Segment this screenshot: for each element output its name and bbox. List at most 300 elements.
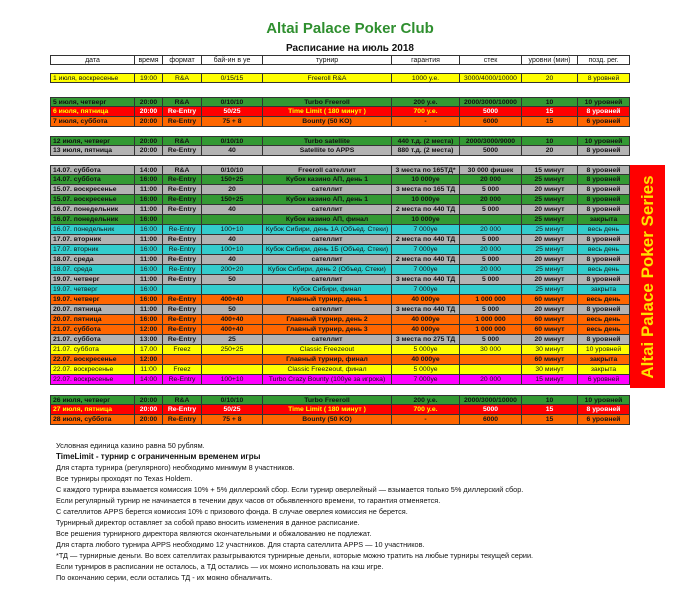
cell-stack: 5000 <box>460 405 522 415</box>
cell-date: 6 июля, пятница <box>50 107 135 117</box>
cell-buyin: 40 <box>202 205 263 215</box>
cell-format <box>163 215 202 225</box>
cell-buyin: 250+25 <box>202 345 263 355</box>
cell-format: Re-Entry <box>163 255 202 265</box>
cell-late-reg: 8 уровней <box>578 107 630 117</box>
cell-tournament: Freeroll R&A <box>263 73 392 83</box>
cell-buyin <box>202 355 263 365</box>
note-line: Для старта турнира (регулярного) необходимо минимум 8 участников. <box>56 463 295 472</box>
cell-format: Re-Entry <box>163 195 202 205</box>
cell-time: 20:00 <box>135 136 163 146</box>
cell-time: 20:00 <box>135 97 163 107</box>
cell-stack: 2000/3000/10000 <box>460 97 522 107</box>
cell-stack: 30 000 <box>460 345 522 355</box>
cell-date: 18.07. среда <box>50 265 135 275</box>
cell-levels: 10 <box>522 97 578 107</box>
cell-tournament: Главный турнир, день 1 <box>263 295 392 305</box>
cell-date: 14.07. суббота <box>50 165 135 175</box>
cell-buyin: 0/10/10 <box>202 165 263 175</box>
cell-buyin: 25 <box>202 335 263 345</box>
cell-tournament: Time Limit ( 180 минут ) <box>263 405 392 415</box>
cell-format: Re-Entry <box>163 315 202 325</box>
column-header-late-reg: позд. рег. <box>578 55 630 65</box>
cell-late-reg: 10 уровней <box>578 97 630 107</box>
cell-late-reg: весь день <box>578 295 630 305</box>
cell-time: 16:00 <box>135 225 163 235</box>
cell-date: 22.07. воскресенье <box>50 375 135 385</box>
cell-time: 16:00 <box>135 285 163 295</box>
cell-levels: 20 минут <box>522 185 578 195</box>
cell-levels: 20 минут <box>522 335 578 345</box>
cell-date: 21.07. суббота <box>50 335 135 345</box>
column-header-tournament: турнир <box>263 55 392 65</box>
cell-levels: 30 минут <box>522 345 578 355</box>
cell-format: Re-Entry <box>163 275 202 285</box>
cell-buyin: 40 <box>202 255 263 265</box>
cell-levels: 60 минут <box>522 315 578 325</box>
cell-stack: 5 000 <box>460 335 522 345</box>
cell-time: 16:00 <box>135 295 163 305</box>
cell-tournament: Turbo Freeroll <box>263 97 392 107</box>
cell-stack: 5 000 <box>460 235 522 245</box>
club-title: Altai Palace Poker Club <box>266 20 434 37</box>
cell-late-reg: весь день <box>578 225 630 235</box>
cell-levels: 60 минут <box>522 325 578 335</box>
cell-levels: 20 минут <box>522 235 578 245</box>
cell-buyin: 50 <box>202 275 263 285</box>
cell-date: 1 июля, воскресенье <box>50 73 135 83</box>
cell-guarantee: 40 000уе <box>392 325 460 335</box>
cell-late-reg: весь день <box>578 325 630 335</box>
note-timelimit-heading: TimeLimit - турнир с ограниченным временем игры <box>56 452 261 461</box>
cell-levels: 10 <box>522 136 578 146</box>
cell-time: 11:00 <box>135 185 163 195</box>
cell-tournament: сателлит <box>263 235 392 245</box>
cell-buyin <box>202 285 263 295</box>
cell-late-reg: 6 уровней <box>578 415 630 425</box>
cell-date: 18.07. среда <box>50 255 135 265</box>
cell-time: 20:00 <box>135 146 163 156</box>
cell-buyin: 100+10 <box>202 375 263 385</box>
cell-stack: 1 000 000 <box>460 325 522 335</box>
cell-format: Re-Entry <box>163 205 202 215</box>
cell-tournament: Classic Freezeout, финал <box>263 365 392 375</box>
column-header-levels: уровни (мин) <box>522 55 578 65</box>
cell-format: R&A <box>163 73 202 83</box>
cell-buyin: 200+20 <box>202 265 263 275</box>
note-line: Все решения турнирного директора являются окончательными и обжалованию не подлежат. <box>56 529 372 538</box>
cell-stack: 20 000 <box>460 265 522 275</box>
cell-guarantee: 880 т.д. (2 места) <box>392 146 460 156</box>
cell-guarantee: - <box>392 117 460 127</box>
cell-levels: 20 минут <box>522 305 578 315</box>
cell-stack: 3000/4000/10000 <box>460 73 522 83</box>
cell-guarantee: 440 т.д. (2 места) <box>392 136 460 146</box>
cell-guarantee: 2 места по 440 ТД <box>392 235 460 245</box>
cell-guarantee: 2 места по 440 ТД <box>392 205 460 215</box>
cell-levels: 25 минут <box>522 215 578 225</box>
note-line: С сателлитов APPS берется комиссия 10% с призового фонда. В случае оверлея комиссия не берется. <box>56 507 408 516</box>
cell-time: 16:00 <box>135 195 163 205</box>
notes-section <box>56 440 696 583</box>
cell-format: Re-Entry <box>163 335 202 345</box>
cell-date: 19.07. четверг <box>50 295 135 305</box>
cell-time: 19:00 <box>135 73 163 83</box>
cell-late-reg: 8 уровней <box>578 335 630 345</box>
cell-late-reg: закрыта <box>578 365 630 375</box>
cell-levels: 15 <box>522 415 578 425</box>
cell-time: 14:00 <box>135 165 163 175</box>
cell-stack: 5 000 <box>460 255 522 265</box>
cell-tournament: Кубок казино АП, день 1 <box>263 175 392 185</box>
cell-stack: 20 000 <box>460 195 522 205</box>
series-side-banner <box>630 165 665 388</box>
cell-date: 19.07. четверг <box>50 275 135 285</box>
cell-format: Re-Entry <box>163 235 202 245</box>
cell-time: 11:00 <box>135 205 163 215</box>
cell-tournament: Главный турнир, финал <box>263 355 392 365</box>
cell-stack: 1 000 000 <box>460 315 522 325</box>
cell-levels: 15 <box>522 107 578 117</box>
cell-guarantee: 7 000уе <box>392 375 460 385</box>
cell-date: 19.07. четверг <box>50 285 135 295</box>
cell-buyin <box>202 365 263 375</box>
cell-format: Re-Entry <box>163 295 202 305</box>
cell-tournament: Bounty (50 KO) <box>263 415 392 425</box>
cell-date: 27 июля, пятница <box>50 405 135 415</box>
cell-time: 16:00 <box>135 175 163 185</box>
cell-buyin: 40 <box>202 235 263 245</box>
cell-tournament: сателлит <box>263 335 392 345</box>
cell-guarantee: 3 места по 440 ТД <box>392 305 460 315</box>
cell-tournament: Turbo satellite <box>263 136 392 146</box>
cell-time: 16:00 <box>135 315 163 325</box>
cell-late-reg: закрыта <box>578 215 630 225</box>
cell-date: 5 июля, четверг <box>50 97 135 107</box>
cell-buyin: 400+40 <box>202 315 263 325</box>
cell-date: 21.07. суббота <box>50 325 135 335</box>
cell-date: 16.07. понедельник <box>50 205 135 215</box>
cell-tournament: сателлит <box>263 255 392 265</box>
cell-stack: 20 000 <box>460 225 522 235</box>
cell-levels: 25 минут <box>522 265 578 275</box>
cell-buyin: 75 + 8 <box>202 415 263 425</box>
cell-time: 20:00 <box>135 117 163 127</box>
cell-levels: 15 минут <box>522 165 578 175</box>
cell-stack: 5000 <box>460 146 522 156</box>
cell-date: 13 июля, пятница <box>50 146 135 156</box>
cell-tournament: Кубок казино АП, день 1 <box>263 195 392 205</box>
cell-time: 11:00 <box>135 235 163 245</box>
cell-format <box>163 285 202 295</box>
cell-stack: 2000/3000/10000 <box>460 395 522 405</box>
cell-format: R&A <box>163 136 202 146</box>
cell-stack: 20 000 <box>460 245 522 255</box>
cell-late-reg: закрыта <box>578 285 630 295</box>
cell-tournament: Кубок казино АП, финал <box>263 215 392 225</box>
cell-guarantee: 3 места по 440 ТД <box>392 275 460 285</box>
cell-levels: 15 <box>522 405 578 415</box>
cell-time: 11:00 <box>135 275 163 285</box>
cell-date: 22.07. воскресенье <box>50 355 135 365</box>
cell-date: 15.07. воскресенье <box>50 185 135 195</box>
cell-stack: 20 000 <box>460 175 522 185</box>
cell-guarantee: 700 у.е. <box>392 107 460 117</box>
cell-late-reg: 8 уровней <box>578 305 630 315</box>
cell-stack <box>460 285 522 295</box>
cell-buyin: 20 <box>202 185 263 195</box>
cell-time: 16:00 <box>135 265 163 275</box>
cell-tournament: Главный турнир, день 2 <box>263 315 392 325</box>
cell-time: 12:00 <box>135 355 163 365</box>
cell-stack: 5 000 <box>460 275 522 285</box>
cell-date: 16.07. понедельник <box>50 215 135 225</box>
cell-stack: 30 000 фишек <box>460 165 522 175</box>
cell-tournament: Кубок Сибири, финал <box>263 285 392 295</box>
cell-late-reg: 8 уровней <box>578 255 630 265</box>
cell-time: 14:00 <box>135 375 163 385</box>
cell-tournament: Freeroll сателлит <box>263 165 392 175</box>
cell-guarantee: 5 000уе <box>392 365 460 375</box>
cell-format: R&A <box>163 97 202 107</box>
cell-buyin: 100+10 <box>202 225 263 235</box>
cell-stack: 6000 <box>460 415 522 425</box>
cell-date: 16.07. понедельник <box>50 225 135 235</box>
cell-levels: 20 <box>522 146 578 156</box>
cell-tournament: сателлит <box>263 275 392 285</box>
column-header-date: дата <box>50 55 135 65</box>
cell-format: Re-Entry <box>163 107 202 117</box>
cell-format: Re-Entry <box>163 405 202 415</box>
column-header-guarantee: гарантия <box>392 55 460 65</box>
cell-stack: 2000/3000/9000 <box>460 136 522 146</box>
cell-date: 17.07. вторник <box>50 235 135 245</box>
cell-stack <box>460 365 522 375</box>
note-line: С каждого турнира взымается комиссия 10% + 5% диллерский сбор. Если турнир оверлейный — взымается только 5% диллерский сбор. <box>56 485 524 494</box>
cell-format: Re-Entry <box>163 185 202 195</box>
cell-format: Re-Entry <box>163 225 202 235</box>
column-header-stack: стек <box>460 55 522 65</box>
cell-guarantee: - <box>392 415 460 425</box>
cell-guarantee: 10 000уе <box>392 215 460 225</box>
cell-late-reg: 8 уровней <box>578 195 630 205</box>
cell-time: 11:00 <box>135 365 163 375</box>
cell-date: 26 июля, четверг <box>50 395 135 405</box>
cell-late-reg: 8 уровней <box>578 146 630 156</box>
cell-buyin: 0/15/15 <box>202 73 263 83</box>
cell-guarantee: 40 000уе <box>392 315 460 325</box>
cell-tournament: Кубок Сибири, день 1Б (Объед. Стеки) <box>263 245 392 255</box>
cell-stack: 5000 <box>460 107 522 117</box>
cell-tournament: Bounty (50 KO) <box>263 117 392 127</box>
cell-stack: 6000 <box>460 117 522 127</box>
cell-date: 21.07. суббота <box>50 345 135 355</box>
cell-format: Re-Entry <box>163 265 202 275</box>
cell-format: R&A <box>163 165 202 175</box>
cell-date: 15.07. воскресенье <box>50 195 135 205</box>
cell-levels: 20 <box>522 73 578 83</box>
cell-late-reg: весь день <box>578 245 630 255</box>
note-line: Условная единица казино равна 50 рублям. <box>56 441 205 450</box>
cell-format: Freez <box>163 365 202 375</box>
cell-time: 12:00 <box>135 325 163 335</box>
cell-late-reg: 10 уровней <box>578 136 630 146</box>
cell-levels: 25 минут <box>522 195 578 205</box>
note-line: Для старта любого турнира APPS необходимо 12 участников. Для старта сателлита APPS — 10 участников. <box>56 540 425 549</box>
cell-date: 22.07. воскресенье <box>50 365 135 375</box>
column-header-buyin: бай-ин в уе <box>202 55 263 65</box>
note-line: Все турниры проходят по Texas Holdem. <box>56 474 193 483</box>
cell-buyin: 0/10/10 <box>202 136 263 146</box>
cell-levels: 20 минут <box>522 255 578 265</box>
schedule-subtitle: Расписание на июль 2018 <box>286 43 414 54</box>
note-line: *ТД — турнирные деньги. Во всех сателлитах разыгрываются турнирные деньги, которые можно тратить на любые турниры текущей серии. <box>56 551 534 560</box>
cell-guarantee: 7 000уе <box>392 265 460 275</box>
note-line: Турнирный директор оставляет за собой право вносить изменения в данное расписание. <box>56 518 360 527</box>
cell-stack: 5 000 <box>460 205 522 215</box>
cell-late-reg: 8 уровней <box>578 205 630 215</box>
cell-tournament: сателлит <box>263 205 392 215</box>
cell-time: 11:00 <box>135 255 163 265</box>
cell-late-reg: 6 уровней <box>578 117 630 127</box>
cell-time: 20:00 <box>135 415 163 425</box>
cell-levels: 20 минут <box>522 205 578 215</box>
cell-format: Re-Entry <box>163 415 202 425</box>
cell-date: 20.07. пятница <box>50 305 135 315</box>
series-label: Altai Palace Poker Series <box>637 174 657 379</box>
cell-time: 16:00 <box>135 245 163 255</box>
cell-buyin: 50 <box>202 305 263 315</box>
cell-time: 20:00 <box>135 107 163 117</box>
cell-guarantee: 3 места по 275 ТД <box>392 335 460 345</box>
cell-levels: 20 минут <box>522 275 578 285</box>
cell-buyin: 50/25 <box>202 107 263 117</box>
cell-tournament: сателлит <box>263 305 392 315</box>
cell-levels: 30 минут <box>522 365 578 375</box>
cell-format: Re-Entry <box>163 325 202 335</box>
cell-guarantee: 10 000уе <box>392 175 460 185</box>
note-line: По окончанию серии, если остались ТД - их можно обналичить. <box>56 573 273 582</box>
cell-guarantee: 10 000уе <box>392 195 460 205</box>
cell-stack: 1 000 000 <box>460 295 522 305</box>
cell-format <box>163 355 202 365</box>
cell-late-reg: 8 уровней <box>578 175 630 185</box>
cell-guarantee: 7 000уе <box>392 245 460 255</box>
cell-date: 12 июля, четверг <box>50 136 135 146</box>
cell-buyin: 400+40 <box>202 325 263 335</box>
cell-date: 17.07. вторник <box>50 245 135 255</box>
cell-format: R&A <box>163 395 202 405</box>
cell-guarantee: 40 000уе <box>392 295 460 305</box>
cell-buyin: 40 <box>202 146 263 156</box>
cell-tournament: Classic Freezeout <box>263 345 392 355</box>
cell-guarantee: 3 места по 165 ТД <box>392 185 460 195</box>
cell-guarantee: 7 000уе <box>392 225 460 235</box>
cell-stack: 5 000 <box>460 305 522 315</box>
cell-guarantee: 3 места по 165ТД* <box>392 165 460 175</box>
column-header-time: время <box>135 55 163 65</box>
cell-guarantee: 7 000уе <box>392 285 460 295</box>
cell-guarantee: 40 000уе <box>392 355 460 365</box>
cell-stack <box>460 215 522 225</box>
cell-date: 28 июля, суббота <box>50 415 135 425</box>
cell-levels: 25 минут <box>522 245 578 255</box>
note-line: Если турниров в расписании не осталось, а ТД остались — их можно использовать на кэш игре. <box>56 562 384 571</box>
cell-format: Re-Entry <box>163 117 202 127</box>
cell-late-reg: 8 уровней <box>578 405 630 415</box>
cell-levels: 25 минут <box>522 285 578 295</box>
cell-tournament: Кубок Сибири, день 1А (Объед. Стеки) <box>263 225 392 235</box>
cell-buyin: 0/10/10 <box>202 395 263 405</box>
cell-late-reg: 8 уровней <box>578 165 630 175</box>
cell-tournament: Главный турнир, день 3 <box>263 325 392 335</box>
cell-guarantee: 200 у.е. <box>392 97 460 107</box>
cell-levels: 15 <box>522 117 578 127</box>
cell-buyin: 0/10/10 <box>202 97 263 107</box>
cell-stack: 5 000 <box>460 185 522 195</box>
cell-guarantee: 5 000уе <box>392 345 460 355</box>
cell-late-reg: 8 уровней <box>578 235 630 245</box>
cell-date: 14.07. суббота <box>50 175 135 185</box>
cell-date: 20.07. пятница <box>50 315 135 325</box>
cell-tournament: Time Limit ( 180 минут ) <box>263 107 392 117</box>
cell-time: 20:00 <box>135 405 163 415</box>
cell-guarantee: 1000 у.е. <box>392 73 460 83</box>
cell-format: Re-Entry <box>163 146 202 156</box>
cell-late-reg: 10 уровней <box>578 395 630 405</box>
cell-levels: 10 <box>522 395 578 405</box>
cell-stack <box>460 355 522 365</box>
cell-levels: 25 минут <box>522 175 578 185</box>
cell-date: 7 июля, суббота <box>50 117 135 127</box>
cell-levels: 60 минут <box>522 295 578 305</box>
cell-late-reg: весь день <box>578 315 630 325</box>
cell-time: 20:00 <box>135 395 163 405</box>
cell-guarantee: 700 у.е. <box>392 405 460 415</box>
cell-time: 17.00 <box>135 345 163 355</box>
cell-format: Re-Entry <box>163 245 202 255</box>
cell-time: 16:00 <box>135 215 163 225</box>
cell-late-reg: 8 уровней <box>578 185 630 195</box>
cell-buyin: 150+25 <box>202 195 263 205</box>
cell-tournament: Satellite to APPS <box>263 146 392 156</box>
cell-tournament: Turbo Crazy Bounty (100уе за игрока) <box>263 375 392 385</box>
cell-guarantee: 200 у.е. <box>392 395 460 405</box>
cell-late-reg: закрыта <box>578 355 630 365</box>
cell-time: 11:00 <box>135 305 163 315</box>
cell-time: 13:00 <box>135 335 163 345</box>
cell-buyin: 50/25 <box>202 405 263 415</box>
cell-tournament: Turbo Freeroll <box>263 395 392 405</box>
column-header-format: формат <box>163 55 202 65</box>
cell-format: Re-Entry <box>163 175 202 185</box>
cell-buyin: 150+25 <box>202 175 263 185</box>
cell-late-reg: 6 уровней <box>578 375 630 385</box>
cell-late-reg: 10 уровней <box>578 345 630 355</box>
cell-buyin: 100+10 <box>202 245 263 255</box>
cell-levels: 60 минут <box>522 355 578 365</box>
cell-tournament: сателлит <box>263 185 392 195</box>
cell-levels: 15 минут <box>522 375 578 385</box>
cell-tournament: Кубок Сибири, день 2 (Объед. Стеки) <box>263 265 392 275</box>
cell-late-reg: весь день <box>578 265 630 275</box>
cell-guarantee: 2 места по 440 ТД <box>392 255 460 265</box>
cell-levels: 25 минут <box>522 225 578 235</box>
cell-buyin <box>202 215 263 225</box>
cell-format: Re-Entry <box>163 305 202 315</box>
cell-late-reg: 8 уровней <box>578 73 630 83</box>
cell-late-reg: 8 уровней <box>578 275 630 285</box>
